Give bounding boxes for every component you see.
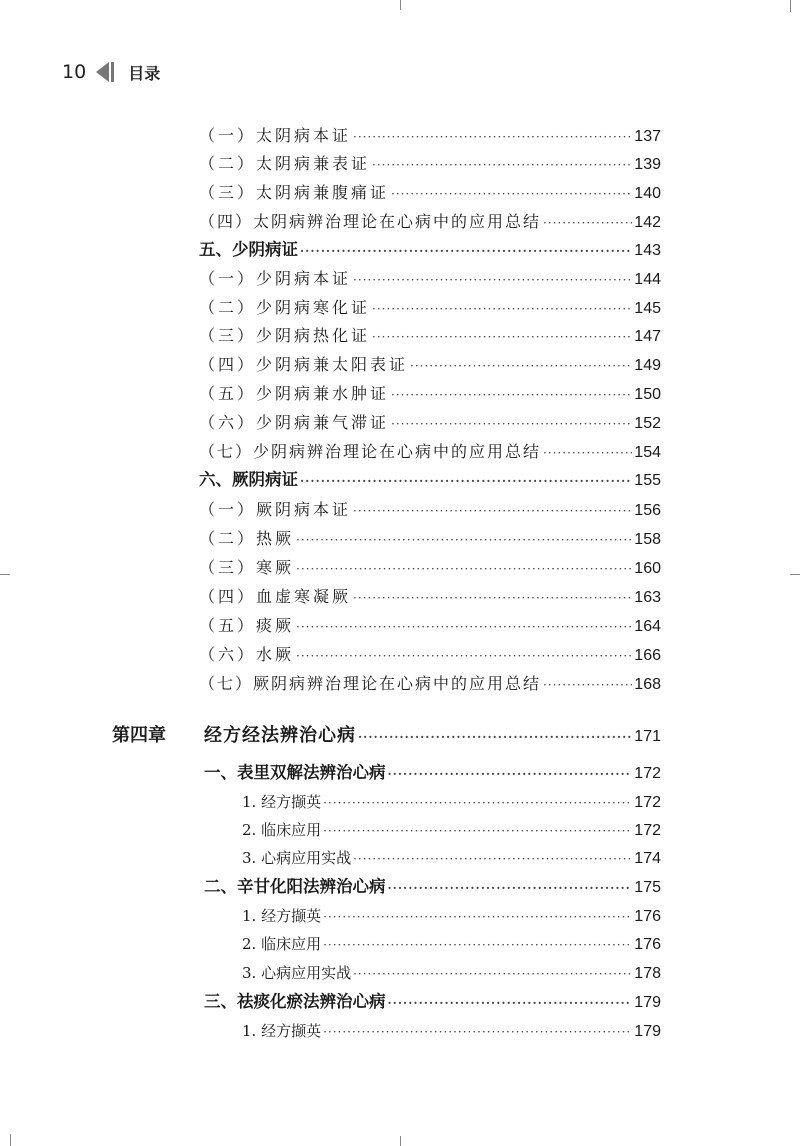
dot-leader — [391, 410, 632, 438]
toc-entry-title: （六）水厥 — [199, 645, 295, 664]
toc-entry-page: 168 — [634, 676, 661, 693]
toc-entry-title: （一）厥阴病本证 — [199, 500, 352, 519]
toc-entry[interactable] — [199, 322, 661, 350]
toc-chapter-entry[interactable] — [112, 722, 661, 750]
page-number: 10 — [62, 61, 87, 83]
toc-entry-page: 176 — [634, 908, 661, 925]
toc-entry[interactable] — [242, 816, 661, 844]
crop-mark — [790, 574, 800, 575]
toc-entry-page: 172 — [634, 794, 661, 811]
dot-leader — [353, 266, 632, 294]
page-header — [62, 57, 160, 87]
dot-leader — [353, 584, 632, 612]
toc-entry-page: 178 — [634, 965, 661, 982]
toc-entry-title: （二）少阴病寒化证 — [199, 298, 371, 317]
toc-entry[interactable] — [199, 554, 661, 582]
toc-entry-title: （二）太阴病兼表证 — [199, 154, 371, 173]
toc-entry-title: 1. 经方撷英 — [242, 907, 322, 925]
toc-entry-page: 144 — [634, 271, 661, 288]
toc-entry-title: （二）热厥 — [199, 529, 295, 548]
toc-entry-title: 2. 临床应用 — [242, 821, 322, 839]
toc-entry[interactable] — [199, 612, 661, 640]
toc-entry[interactable] — [204, 988, 661, 1016]
crop-mark — [400, 0, 401, 10]
dot-leader — [543, 209, 632, 237]
toc-entry[interactable] — [199, 583, 661, 611]
toc-entry-page: 155 — [634, 472, 661, 489]
toc-entry-page: 172 — [634, 822, 661, 839]
dot-leader — [353, 497, 632, 525]
toc-entry[interactable] — [242, 902, 661, 930]
toc-entry[interactable] — [199, 670, 661, 698]
toc-entry[interactable] — [199, 294, 661, 322]
toc-entry-title: （六）少阴病兼气滞证 — [199, 413, 390, 432]
dot-leader — [388, 760, 633, 788]
toc-entry-page: 158 — [634, 531, 661, 548]
toc-entry-title: 三、祛痰化瘀法辨治心病 — [204, 992, 386, 1011]
toc-entry-title: 1. 经方撷英 — [242, 793, 322, 811]
dot-leader — [372, 151, 632, 179]
toc-entry[interactable] — [199, 265, 661, 293]
toc-entry-title: （四）血虚寒凝厥 — [199, 587, 352, 606]
toc-entry-title: （三）少阴病热化证 — [199, 326, 371, 345]
toc-entry-page: 163 — [634, 589, 661, 606]
dot-leader — [296, 526, 632, 554]
toc-entry-title: 二、辛甘化阳法辨治心病 — [204, 877, 386, 896]
dot-leader — [358, 723, 632, 751]
toc-entry-title: （五）少阴病兼水肿证 — [199, 384, 390, 403]
toc-entry-title: （五）痰厥 — [199, 616, 295, 635]
toc-entry[interactable] — [199, 409, 661, 437]
toc-entry-title: （三）寒厥 — [199, 558, 295, 577]
toc-entry-title: （七）厥阴病辨治理论在心病中的应用总结 — [199, 674, 542, 693]
toc-entry-page: 175 — [634, 879, 661, 896]
toc-entry-page: 142 — [634, 214, 661, 231]
chapter-number: 第四章 — [112, 725, 166, 746]
crop-mark — [400, 1136, 401, 1146]
dot-leader — [296, 642, 632, 670]
toc-entry[interactable] — [242, 844, 661, 872]
toc-entry-page: 176 — [634, 936, 661, 953]
toc-entry-title: （一）太阴病本证 — [199, 126, 352, 145]
dot-leader — [323, 1018, 632, 1046]
toc-entry-page: 143 — [634, 242, 661, 259]
toc-entry-page: 145 — [634, 300, 661, 317]
divider — [111, 62, 114, 82]
crop-mark — [10, 1134, 11, 1146]
toc-entry[interactable] — [204, 759, 661, 787]
toc-entry-title: 六、厥阴病证 — [199, 470, 298, 489]
toc-entry-title: 3. 心病应用实战 — [242, 964, 352, 982]
dot-leader — [388, 989, 633, 1017]
toc-entry-page: 166 — [634, 647, 661, 664]
dot-leader — [353, 845, 632, 873]
toc-entry-title: 五、少阴病证 — [199, 240, 298, 259]
dot-leader — [323, 903, 632, 931]
dot-leader — [372, 295, 632, 323]
toc-entry-page: 160 — [634, 560, 661, 577]
toc-entry-title: 3. 心病应用实战 — [242, 849, 352, 867]
dot-leader — [300, 237, 632, 265]
toc-entry[interactable] — [242, 930, 661, 958]
toc-entry-page: 139 — [634, 156, 661, 173]
toc-entry-page: 174 — [634, 850, 661, 867]
dot-leader — [543, 439, 632, 467]
toc-entry[interactable] — [204, 873, 661, 901]
dot-leader — [391, 381, 632, 409]
toc-entry-title: （四）太阴病辨治理论在心病中的应用总结 — [199, 212, 542, 231]
toc-entry-title: 2. 临床应用 — [242, 935, 322, 953]
toc-entry-page: 140 — [634, 185, 661, 202]
dot-leader — [353, 960, 632, 988]
toc-entry-page: 150 — [634, 386, 661, 403]
dot-leader — [543, 671, 632, 699]
toc-entry-page: 172 — [634, 765, 661, 782]
toc-entry-page: 156 — [634, 502, 661, 519]
toc-entry-page: 164 — [634, 618, 661, 635]
toc-entry[interactable] — [199, 122, 661, 150]
dot-leader — [323, 817, 632, 845]
toc-entry-title: 一、表里双解法辨治心病 — [204, 763, 386, 782]
crop-mark — [790, 0, 791, 12]
toc-entry-page: 171 — [634, 728, 661, 745]
toc-entry-page: 152 — [634, 415, 661, 432]
toc-entry[interactable] — [199, 466, 661, 494]
toc-entry-page: 137 — [634, 128, 661, 145]
toc-entry[interactable] — [199, 438, 661, 466]
toc-entry[interactable] — [199, 496, 661, 524]
toc-entry-page: 154 — [634, 444, 661, 461]
toc-entry-page: 179 — [634, 1023, 661, 1040]
dot-leader — [410, 352, 632, 380]
dot-leader — [296, 555, 632, 583]
toc-entry[interactable] — [199, 380, 661, 408]
dot-leader — [323, 789, 632, 817]
toc-entry[interactable] — [242, 1017, 661, 1045]
toc-entry-title: （三）太阴病兼腹痛证 — [199, 183, 390, 202]
toc-entry[interactable] — [199, 236, 661, 264]
toc-entry[interactable] — [199, 208, 661, 236]
triangle-left-icon — [96, 62, 109, 82]
dot-leader — [372, 323, 632, 351]
toc-entry[interactable] — [199, 641, 661, 669]
dot-leader — [296, 613, 632, 641]
running-title: 目录 — [128, 63, 161, 83]
toc-entry-title: 1. 经方撷英 — [242, 1022, 322, 1040]
dot-leader — [353, 123, 632, 151]
toc-entry-title: （一）少阴病本证 — [199, 269, 352, 288]
toc-entry[interactable] — [199, 351, 661, 379]
toc-entry[interactable] — [242, 959, 661, 987]
dot-leader — [323, 931, 632, 959]
toc-entry-page: 149 — [634, 357, 661, 374]
toc-entry[interactable] — [199, 525, 661, 553]
toc-entry-title: （七）少阴病辨治理论在心病中的应用总结 — [199, 442, 542, 461]
dot-leader — [388, 874, 633, 902]
toc-entry[interactable] — [199, 150, 661, 178]
toc-entry-title: 经方经法辨治心病 — [204, 725, 356, 746]
toc-entry-title: （四）少阴病兼太阳表证 — [199, 355, 409, 374]
toc-entry[interactable] — [242, 788, 661, 816]
toc-entry-page: 147 — [634, 328, 661, 345]
dot-leader — [300, 467, 632, 495]
dot-leader — [391, 180, 632, 208]
toc-entry-page: 179 — [634, 994, 661, 1011]
toc-entry[interactable] — [199, 179, 661, 207]
crop-mark — [0, 574, 10, 575]
